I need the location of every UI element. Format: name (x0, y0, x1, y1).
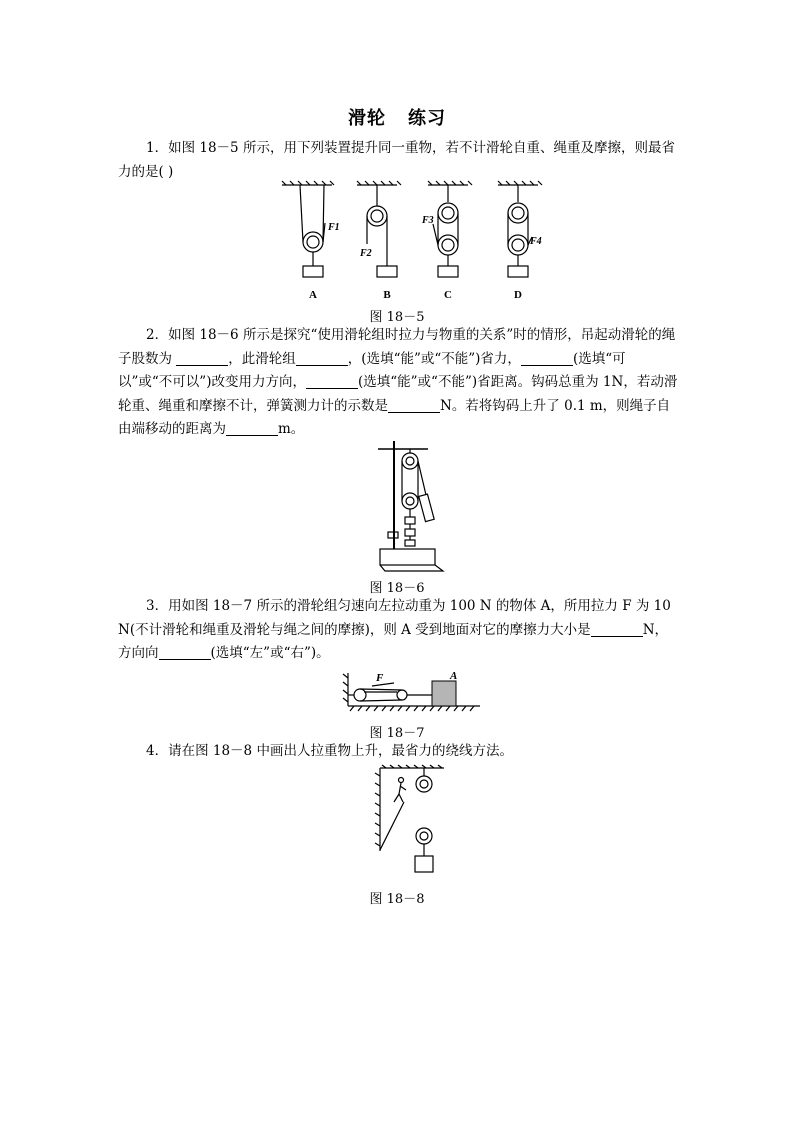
answer-blank-friction[interactable] (591, 622, 643, 637)
answer-blank-save-force[interactable] (296, 351, 348, 366)
question-3 (118, 595, 678, 666)
label-force-f: F (376, 672, 384, 684)
figure-18-7 (342, 668, 482, 713)
answer-blank-save-distance[interactable] (306, 374, 358, 389)
question-2-part-2: ，此滑轮组 (228, 350, 296, 367)
force-label-f1: F1 (328, 222, 340, 233)
question-2-part-6: N。若将钩码上升了 0.1 m，则绳子自由端移动的距离为 (118, 397, 671, 437)
answer-blank-direction[interactable] (521, 351, 573, 366)
force-label-f3: F3 (422, 215, 434, 226)
question-2 (118, 324, 678, 442)
figure-18-8 (372, 766, 452, 886)
caption-18-6: 图 18－6 (369, 581, 425, 596)
figure-label-a: A (309, 289, 317, 301)
question-4-text: 4．请在图 18－8 中画出人拉重物上升，最省力的绕线方法。 (146, 743, 513, 759)
title-part-2: 练习 (408, 108, 446, 129)
question-3-part-2: N，方向向 (118, 621, 668, 661)
title-part-1: 滑轮 (348, 108, 386, 129)
question-3-part-1: 3．用如图 18－7 所示的滑轮组匀速向左拉动重为 100 N 的物体 A，所用拉力 F 为 10 N(不计滑轮和绳重及滑轮与绳之间的摩擦)，则 A 受到地面对它的摩擦力大小是 (118, 598, 671, 638)
caption-18-7: 图 18－7 (369, 726, 425, 741)
question-2-part-5: (选填“能”或“不能”)省距离。钩码总重为 1N，若动滑轮重、绳重和摩擦不计，弹簧测力计的示数是 (118, 374, 678, 414)
caption-18-5: 图 18－5 (369, 310, 425, 325)
answer-blank-reading[interactable] (388, 398, 440, 413)
figure-18-5 (280, 180, 540, 305)
question-2-part-1: 2．如图 18－6 所示是探究“使用滑轮组时拉力与物重的关系”时的情形，吊起动滑轮的绳子股数为 (118, 327, 676, 367)
figure-label-c: C (444, 289, 452, 301)
figure-label-d: D (514, 289, 522, 301)
answer-blank-distance[interactable] (226, 421, 278, 436)
question-1-text: 1．如图 18－5 所示，用下列装置提升同一重物，若不计滑轮自重、绳重及摩擦，则最省力的是( ) (118, 140, 675, 180)
page-title (0, 104, 794, 130)
object-a-block (432, 681, 456, 706)
question-2-part-4: (选填“可以”或“不可以”)改变用力方向， (118, 350, 626, 390)
question-3-part-3: (选填“左”或“右”)。 (210, 645, 330, 661)
force-label-f4: F4 (530, 236, 542, 247)
question-2-part-7: m。 (278, 421, 305, 437)
answer-blank-friction-direction[interactable] (159, 645, 211, 660)
figure-18-6 (370, 437, 450, 572)
question-4 (118, 740, 678, 764)
answer-blank-strands[interactable] (176, 351, 228, 366)
label-object-a: A (450, 670, 458, 682)
force-label-f2: F2 (360, 248, 372, 259)
figure-label-b: B (383, 289, 391, 301)
caption-18-8: 图 18－8 (369, 892, 425, 907)
question-1 (118, 137, 678, 184)
question-2-part-3: ，(选填“能”或“不能”)省力， (347, 350, 521, 367)
